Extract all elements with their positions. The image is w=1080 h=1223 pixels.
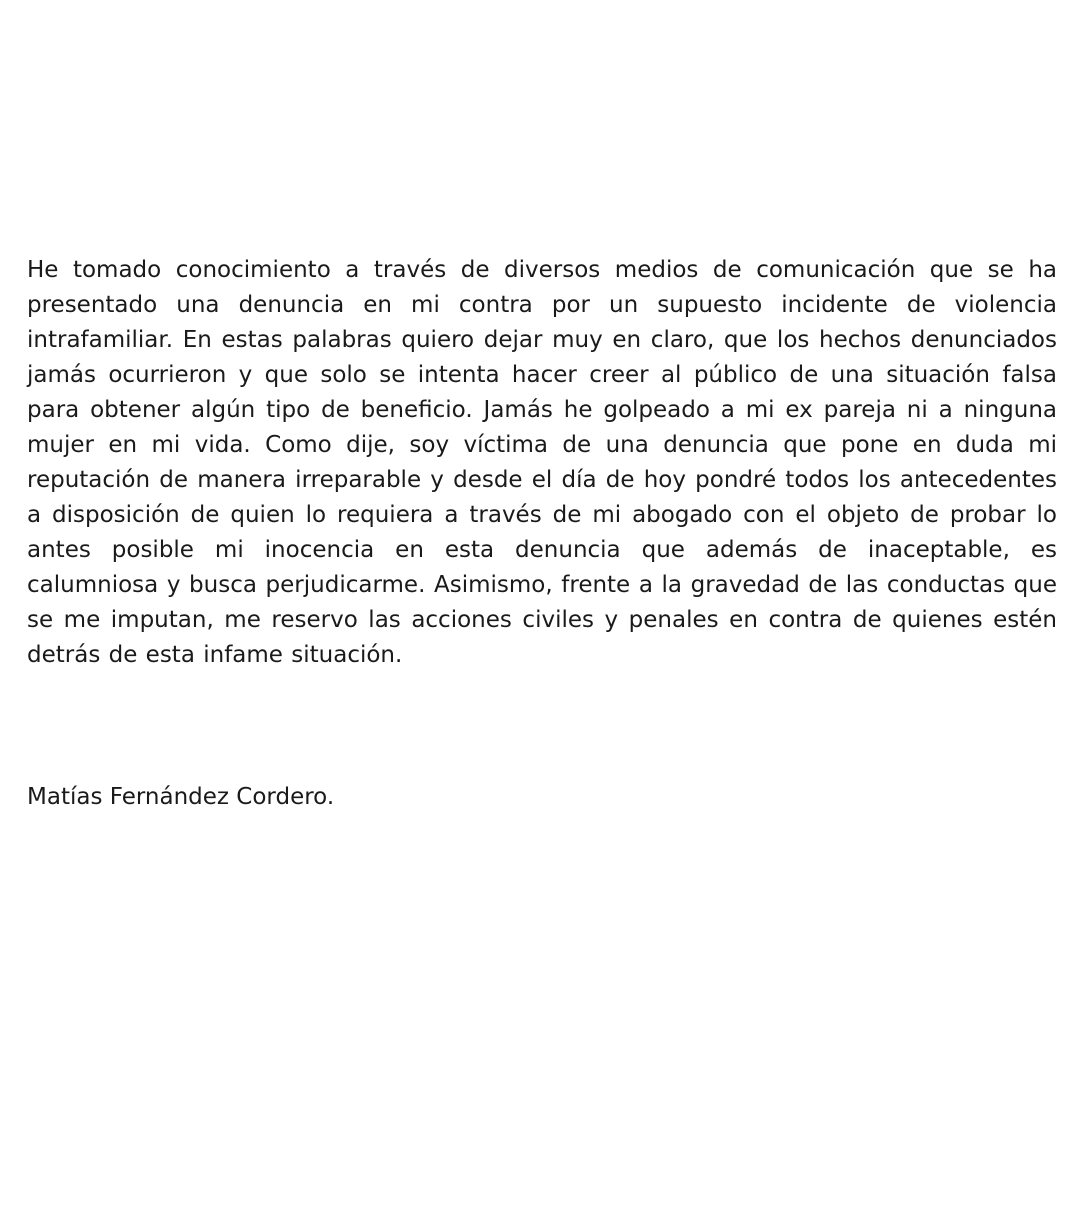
statement-body-text: He tomado conocimiento a través de diversos medios de comunicación que se ha presentado una denuncia en mi contra por un supuesto incidente de violencia intrafamiliar. En estas palabras quiero dejar muy en claro, que los hechos denunciados jamás ocurrieron y que solo se intenta hacer creer al público de una situación falsa para obtener algún tipo de beneficio. Jamás he golpeado a mi ex pareja ni a ninguna mujer en mi vida. Como dije, soy víctima de una denuncia que pone en duda mi reputación de manera irreparable y desde el día de hoy pondré todos los antecedentes a disposición de quien lo requiera a través de mi abogado con el objeto de probar lo antes posible mi inocencia en esta denuncia que además de inaceptable, es calumniosa y busca perjudicarme. Asimismo, frente a la gravedad de las conductas que se me imputan, me reservo las acciones civiles y penales en contra de quienes estén detrás de esta infame situación. (27, 257, 1057, 668)
signature-name: Matías Fernández Cordero. (27, 784, 335, 810)
